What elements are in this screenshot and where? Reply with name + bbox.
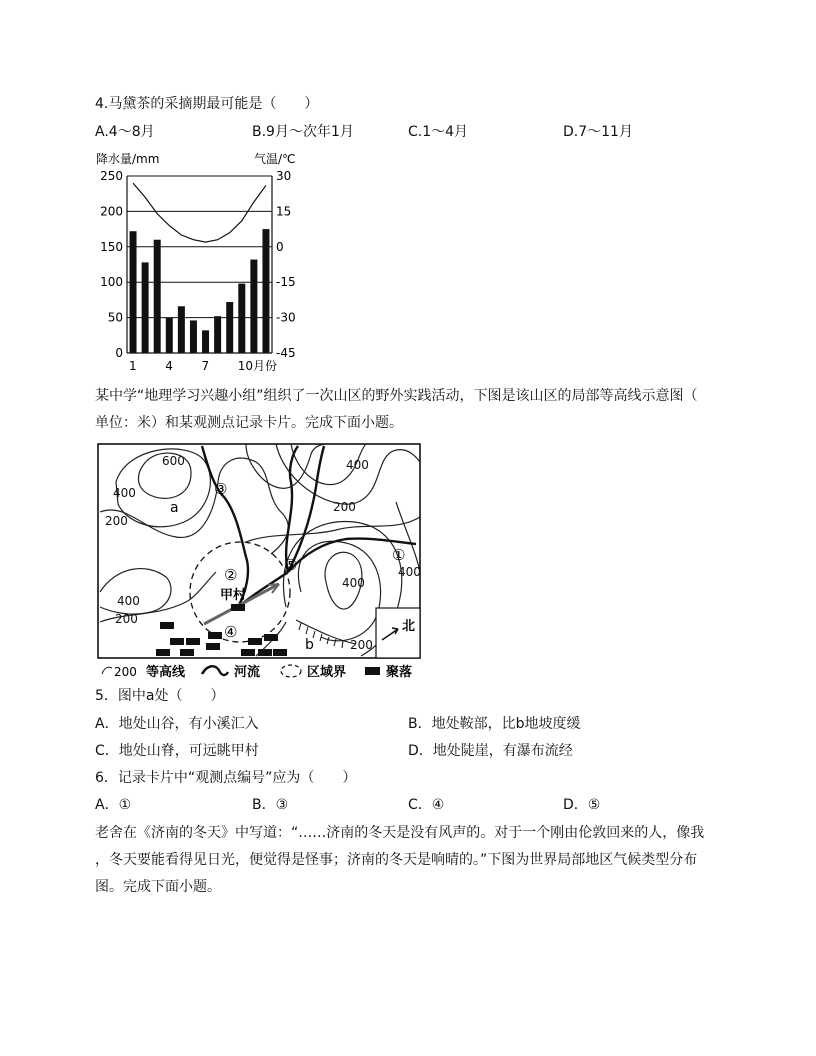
precip-tick-label: 200	[100, 204, 123, 219]
north-label: 北	[402, 619, 416, 634]
contour-map	[96, 442, 426, 684]
precip-bar	[226, 302, 233, 353]
settlement-block	[264, 634, 278, 641]
temp-tick-label: -45	[276, 346, 296, 360]
temp-tick-label: -15	[276, 275, 296, 290]
observation-point-2: ②	[224, 566, 238, 584]
precip-bar	[214, 316, 221, 353]
settlement-block	[170, 638, 184, 645]
observation-point-4: ④	[224, 623, 238, 641]
precip-bar	[250, 260, 257, 353]
passage-line-2: ，冬天要能看得见日光，便觉得是怪事；济南的冬天是响晴的。”下图为世界局部地区气候类型分布	[95, 852, 698, 868]
point-b-label: b	[305, 637, 314, 653]
temp-tick-label: 15	[276, 204, 292, 219]
q6-option-c: C．④	[408, 797, 445, 813]
precip-bar	[202, 330, 209, 353]
observation-point-3: ③	[214, 480, 228, 498]
temperature-curve	[133, 183, 266, 242]
precip-bar	[166, 318, 173, 353]
contour-label: 400	[342, 576, 365, 590]
precip-tick-label: 0	[115, 346, 123, 360]
settlement-block	[208, 632, 222, 639]
point-a-label: a	[170, 500, 179, 516]
q5-option-c: C．地处山脊，可远眺甲村	[95, 743, 259, 759]
settlement-block	[258, 649, 272, 656]
settlement-block	[180, 649, 194, 656]
precip-bar	[238, 284, 245, 353]
q5-option-a: A．地处山谷，有小溪汇入	[95, 716, 259, 732]
legend-settlement-label: 聚落	[386, 665, 413, 680]
month-tick-label: 7	[201, 359, 210, 373]
climate-chart	[92, 148, 312, 376]
settlement-block	[241, 649, 255, 656]
contour-label: 400	[113, 486, 136, 500]
settlement-block	[231, 604, 245, 611]
month-tick-label: 1	[129, 359, 137, 373]
settlement-block	[248, 638, 262, 645]
map-legend	[102, 664, 412, 680]
precip-tick-label: 150	[100, 239, 123, 254]
village-label: 甲村	[220, 588, 247, 603]
legend-contour-icon	[102, 667, 112, 674]
passage-line-1: 老舍在《济南的冬天》中写道：“……济南的冬天是没有风声的。对于一个刚由伦敦回来的人，像我	[95, 825, 705, 841]
contour-label: 200	[350, 638, 373, 652]
q4-option-b: B.9月～次年1月	[252, 124, 354, 140]
q6-stem: 6．记录卡片中“观测点编号”应为（ ）	[95, 770, 357, 786]
q5-stem: 5．图中a处（ ）	[95, 688, 225, 704]
q5-option-b: B．地处鞍部，比b地坡度缓	[408, 716, 581, 732]
contour-label: 200	[105, 514, 128, 528]
precipitation-bars	[130, 229, 270, 353]
precip-bar	[130, 231, 137, 353]
legend-boundary-label: 区域界	[307, 665, 347, 680]
contour-label: 600	[162, 454, 185, 468]
month-tick-label: 10月份	[237, 359, 278, 373]
contour-label: 200	[333, 500, 356, 514]
precip-bar	[262, 229, 269, 353]
temp-tick-label: 0	[276, 239, 284, 254]
settlement-block	[186, 638, 200, 645]
intro-line-2: 单位：米）和某观测点记录卡片。完成下面小题。	[95, 415, 403, 431]
settlement-block	[156, 649, 170, 656]
settlement-block	[206, 643, 220, 650]
observation-point-1: ①	[392, 546, 406, 564]
contour-label: 400	[398, 565, 421, 579]
temperature-line	[133, 183, 266, 242]
precip-bar	[178, 306, 185, 353]
contour-label: 400	[346, 458, 369, 472]
q4-stem: 4.马黛茶的采摘期最可能是（ ）	[95, 96, 319, 112]
q4-option-c: C.1～4月	[408, 124, 469, 140]
intro-line-1: 某中学“地理学习兴趣小组”组织了一次山区的野外实践活动，下图是该山区的局部等高线示意图（	[95, 388, 698, 404]
legend-contour-label: 等高线	[146, 665, 186, 680]
temp-axis-title: 气温/℃	[254, 152, 296, 166]
legend-contour-value: 200	[114, 665, 137, 679]
q4-option-a: A.4～8月	[95, 124, 155, 140]
q4-option-d: D.7～11月	[563, 124, 633, 140]
q5-option-d: D．地处陡崖，有瀑布流经	[408, 743, 573, 759]
q6-option-d: D．⑤	[563, 797, 601, 813]
temp-tick-label: -30	[276, 310, 296, 325]
observation-point-5: ⑤	[284, 556, 298, 574]
precip-tick-label: 50	[107, 310, 123, 325]
contour-label: 200	[115, 612, 138, 626]
legend-river-label: 河流	[234, 665, 261, 680]
month-tick-label: 4	[165, 359, 173, 373]
legend-river-icon	[202, 666, 228, 675]
precip-bar	[142, 262, 149, 353]
precip-bar	[190, 320, 197, 353]
settlement-block	[160, 622, 174, 629]
precip-tick-label: 100	[100, 275, 123, 290]
precip-axis-title: 降水量/mm	[96, 152, 160, 166]
legend-settlement-icon	[365, 667, 380, 675]
q6-option-b: B．③	[252, 797, 289, 813]
contour-label: 400	[117, 594, 140, 608]
precip-bar	[154, 240, 161, 353]
settlement-block	[273, 649, 287, 656]
q6-option-a: A．①	[95, 797, 132, 813]
passage-line-3: 图。完成下面小题。	[95, 879, 221, 895]
legend-boundary-icon	[281, 665, 301, 677]
precip-tick-label: 250	[100, 169, 123, 183]
temp-tick-label: 30	[276, 169, 292, 183]
